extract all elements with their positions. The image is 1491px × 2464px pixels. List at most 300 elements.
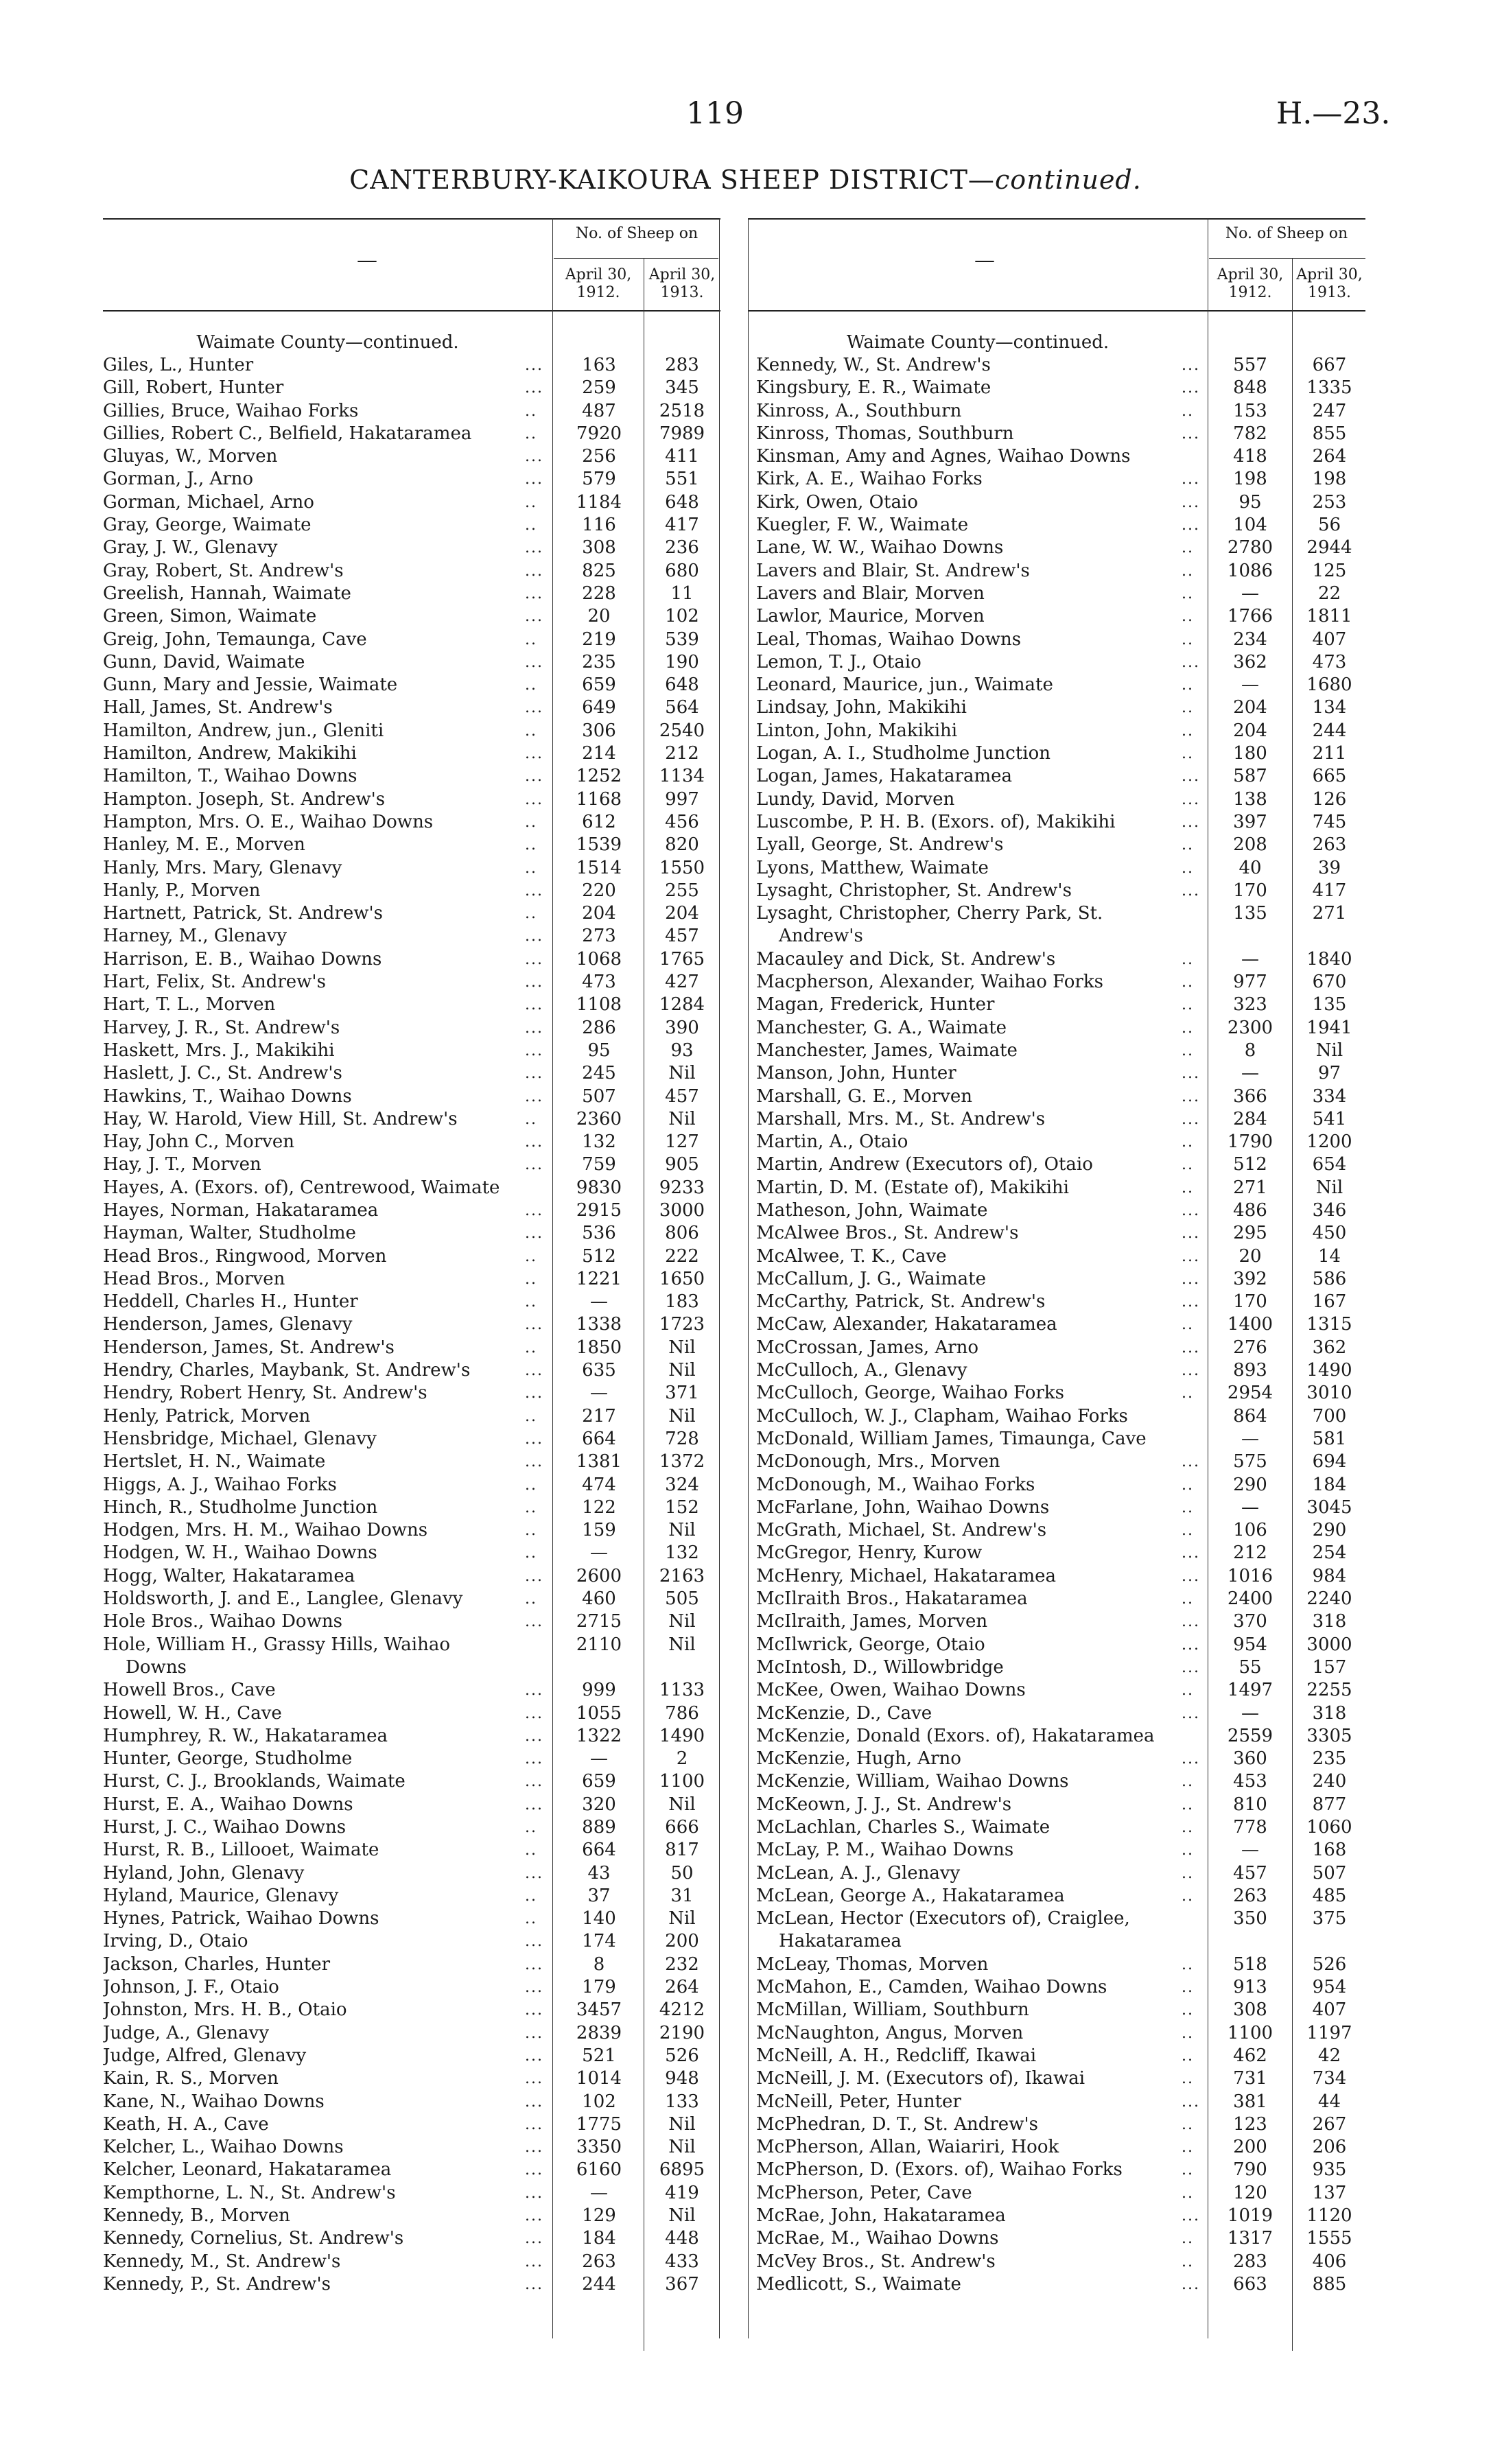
row-name: Higgs, A. J., Waihao Forks — [103, 1474, 337, 1495]
value-1912: 55 — [1238, 1656, 1262, 1678]
row-name: McRae, M., Waihao Downs — [756, 2228, 999, 2249]
table-row — [103, 1451, 720, 1473]
row-leader-dots: .. — [1182, 1842, 1194, 1859]
value-1912: 778 — [1233, 1817, 1267, 1838]
value-1912: 308 — [1233, 1999, 1267, 2021]
value-1913: 232 — [665, 1953, 699, 1975]
row-name: Kane, N., Waihao Downs — [103, 2091, 325, 2112]
value-1913: 473 — [1312, 651, 1347, 672]
row-leader-dots: ... — [525, 1979, 543, 1997]
row-name: Gunn, Mary and Jessie, Waimate — [103, 674, 398, 696]
value-1913: 3000 — [1306, 1634, 1352, 1655]
table-row — [103, 1656, 720, 1679]
value-1912: 521 — [582, 2045, 616, 2066]
value-1913: 137 — [1312, 2182, 1347, 2203]
row-name: Lysaght, Christopher, St. Andrew's — [756, 880, 1072, 901]
value-1912: 1252 — [576, 766, 622, 787]
value-1912: 486 — [1233, 1199, 1267, 1221]
table-row — [103, 1359, 720, 1382]
table-row — [756, 720, 1365, 742]
value-1912: 263 — [582, 2251, 616, 2272]
row-name: McPherson, Peter, Cave — [756, 2182, 972, 2203]
value-1912: 1317 — [1227, 2228, 1273, 2249]
row-name: Matheson, John, Waimate — [756, 1199, 988, 1221]
value-1912: 276 — [1233, 1337, 1267, 1358]
table-row — [756, 1542, 1365, 1564]
value-1913: Nil — [668, 1794, 696, 1815]
row-leader-dots: .. — [1182, 699, 1194, 717]
table-row — [103, 2159, 720, 2181]
col-1913-header: April 30, 1913. — [648, 266, 716, 301]
value-1912: 129 — [582, 2205, 616, 2227]
value-1913: 157 — [1312, 1656, 1347, 1678]
page-title — [0, 165, 1491, 195]
row-leader-dots: ... — [525, 379, 543, 397]
row-leader-dots: ... — [525, 2115, 543, 2133]
value-1913: 235 — [1312, 1748, 1347, 1770]
row-leader-dots: ... — [1182, 425, 1200, 443]
row-name: Gill, Robert, Hunter — [103, 377, 284, 399]
page-reference: H.—23. — [1276, 96, 1391, 131]
value-1913: 419 — [665, 2182, 699, 2203]
value-1912: 204 — [1233, 720, 1267, 741]
value-1912: 153 — [1233, 400, 1267, 421]
row-name: Hawkins, T., Waihao Downs — [103, 1086, 352, 1107]
table-row — [103, 1930, 720, 1953]
table-row — [103, 765, 720, 788]
row-name: Hay, W. Harold, View Hill, St. Andrew's — [103, 1108, 458, 1129]
value-1913: 2944 — [1306, 537, 1352, 559]
table-row — [103, 1748, 720, 1770]
value-1913: 255 — [665, 880, 699, 901]
value-1913: 346 — [1312, 1199, 1347, 1221]
row-leader-dots: .. — [1182, 402, 1194, 420]
row-leader-dots: ... — [525, 1088, 543, 1105]
value-1912: 1100 — [1227, 2022, 1273, 2043]
table-row — [756, 674, 1365, 696]
table-row — [756, 1885, 1365, 1908]
row-name: Gorman, J., Arno — [103, 469, 254, 490]
row-name: Humphrey, R. W., Hakataramea — [103, 1725, 388, 1746]
value-1912: 350 — [1233, 1908, 1267, 1929]
value-1913: 417 — [665, 515, 699, 536]
row-leader-dots: .. — [1182, 1316, 1194, 1334]
table-row — [103, 1268, 720, 1291]
value-1913: 526 — [1312, 1953, 1347, 1975]
row-name: Hendry, Robert Henry, St. Andrew's — [103, 1383, 427, 1404]
row-name: Hole Bros., Waihao Downs — [103, 1611, 342, 1632]
row-leader-dots: ... — [1182, 790, 1200, 808]
row-name: McRae, John, Hakataramea — [756, 2205, 1006, 2227]
row-leader-dots: ... — [1182, 653, 1200, 671]
row-leader-dots: ... — [1182, 471, 1200, 489]
value-1913: Nil — [1315, 1040, 1343, 1061]
value-1912: 259 — [582, 377, 616, 399]
value-1912: 954 — [1233, 1634, 1267, 1655]
table-row — [103, 537, 720, 559]
value-1913: 855 — [1312, 423, 1347, 444]
row-name: Lindsay, John, Makikihi — [756, 697, 967, 718]
value-1913: 1941 — [1306, 1017, 1352, 1038]
table-row — [756, 2182, 1365, 2205]
row-leader-dots: ... — [1182, 1545, 1200, 1562]
row-leader-dots: ... — [1182, 1704, 1200, 1722]
row-name: Lyons, Matthew, Waimate — [756, 857, 989, 878]
value-1913: 806 — [665, 1223, 699, 1244]
table-row — [103, 1382, 720, 1405]
table-row — [103, 1976, 720, 1999]
value-1913: Nil — [668, 2137, 696, 2158]
value-1913: 885 — [1312, 2273, 1347, 2295]
value-1912: 235 — [582, 651, 616, 672]
table-row — [756, 605, 1365, 628]
row-leader-dots: .. — [525, 1407, 537, 1425]
row-leader-dots: .. — [1182, 1042, 1194, 1059]
value-1913: 367 — [665, 2273, 699, 2295]
row-name: Macauley and Dick, St. Andrew's — [756, 948, 1056, 970]
value-1912: 664 — [582, 1428, 616, 1449]
row-leader-dots: ... — [525, 1796, 543, 1814]
row-name: Hayman, Walter, Studholme — [103, 1223, 356, 1244]
value-1913: 39 — [1317, 857, 1341, 878]
row-name: Gillies, Bruce, Waihao Forks — [103, 400, 359, 421]
table-row — [756, 811, 1365, 834]
value-1913: 222 — [665, 1245, 699, 1267]
table-row — [756, 1862, 1365, 1885]
row-name: Kennedy, W., St. Andrew's — [756, 355, 991, 375]
value-1912: 271 — [1233, 1177, 1267, 1198]
value-1913: 1315 — [1306, 1314, 1352, 1335]
row-leader-dots: .. — [1182, 1796, 1194, 1814]
value-1913: Nil — [668, 2113, 696, 2135]
row-name: McFarlane, John, Waihao Downs — [756, 1497, 1050, 1518]
row-name: McNeill, Peter, Hunter — [756, 2091, 961, 2112]
value-1913: 324 — [665, 1474, 699, 1495]
row-leader-dots: .. — [525, 1819, 537, 1836]
row-leader-dots: .. — [1182, 1019, 1194, 1037]
value-1913: 1200 — [1306, 1131, 1352, 1153]
row-name: McKenzie, D., Cave — [756, 1702, 932, 1724]
value-1913: 390 — [665, 1017, 699, 1038]
value-1913: 2190 — [659, 2022, 705, 2043]
row-name: McDonald, William James, Timaunga, Cave — [756, 1428, 1147, 1449]
row-name: Hart, Felix, St. Andrew's — [103, 972, 326, 993]
row-leader-dots: ... — [525, 1430, 543, 1448]
row-leader-dots: .. — [525, 1522, 537, 1540]
value-1912: 234 — [1233, 629, 1267, 650]
value-1913: Nil — [668, 1063, 696, 1084]
table-row — [103, 925, 720, 948]
row-name: Logan, James, Hakataramea — [756, 766, 1013, 787]
row-name: McCallum, J. G., Waimate — [756, 1268, 986, 1289]
row-name: Kempthorne, L. N., St. Andrew's — [103, 2182, 396, 2203]
value-1913: 1490 — [1306, 1360, 1352, 1381]
value-1913: 133 — [665, 2091, 699, 2112]
value-1912: 977 — [1233, 972, 1267, 993]
table-row — [756, 1405, 1365, 1428]
row-name: Hay, J. T., Morven — [103, 1154, 261, 1175]
table-row — [103, 651, 720, 674]
row-leader-dots: ... — [1182, 1065, 1200, 1083]
value-1912: 790 — [1233, 2159, 1267, 2181]
row-leader-dots: ... — [525, 1773, 543, 1791]
row-name: Leonard, Maurice, jun., Waimate — [756, 674, 1053, 696]
table-row — [103, 994, 720, 1016]
value-1912: — — [1241, 1840, 1259, 1861]
value-1913: 817 — [665, 1840, 699, 1861]
table-row — [756, 1519, 1365, 1542]
value-1913: 1490 — [659, 1725, 705, 1746]
value-1912: 1322 — [576, 1725, 622, 1746]
row-name: Hayes, A. (Exors. of), Centrewood, Waimate — [103, 1177, 500, 1198]
value-1912: 3350 — [576, 2137, 622, 2158]
value-1912: 362 — [1233, 651, 1267, 672]
value-1912: 370 — [1233, 1611, 1267, 1632]
value-1912: 170 — [1233, 880, 1267, 901]
row-leader-dots: ... — [1182, 1247, 1200, 1265]
value-1913: 263 — [1312, 834, 1347, 856]
row-name: Manchester, G. A., Waimate — [756, 1017, 1007, 1038]
value-1913: 507 — [1312, 1862, 1347, 1884]
table-row — [756, 994, 1365, 1016]
value-1913: 1335 — [1306, 377, 1352, 399]
table-row — [756, 468, 1365, 491]
table-row — [103, 1040, 720, 1062]
value-1913: 1120 — [1306, 2205, 1352, 2227]
value-1912: 283 — [1233, 2251, 1267, 2272]
row-leader-dots: .. — [1182, 585, 1194, 602]
row-name: Medlicott, S., Waimate — [756, 2273, 961, 2295]
table-row — [756, 742, 1365, 765]
value-1913: 125 — [1312, 560, 1347, 581]
value-1913: 253 — [1312, 491, 1347, 513]
value-1912: 1766 — [1227, 606, 1273, 627]
value-1912: 587 — [1233, 766, 1267, 787]
sheep-count-header: No. of Sheep on — [575, 225, 698, 242]
row-name: McGregor, Henry, Kurow — [756, 1542, 983, 1564]
table-row — [103, 720, 720, 742]
value-1912: 198 — [1233, 469, 1267, 490]
table-row — [756, 1062, 1365, 1085]
row-name: McLean, Hector (Executors of), Craiglee, — [756, 1908, 1130, 1929]
value-1912: 295 — [1233, 1223, 1267, 1244]
col-1913-header: April 30, 1913. — [1296, 266, 1363, 301]
row-name: Logan, A. I., Studholme Junction — [756, 743, 1051, 764]
value-1912: 306 — [582, 720, 616, 741]
row-name: Kingsbury, E. R., Waimate — [756, 377, 991, 399]
row-name: Lundy, David, Morven — [756, 788, 955, 810]
table-row — [756, 1908, 1365, 1930]
value-1913: 44 — [1317, 2091, 1341, 2112]
value-1913: 2240 — [1306, 1588, 1352, 1610]
row-name: Hendry, Charles, Maybank, St. Andrew's — [103, 1360, 471, 1381]
value-1913: 345 — [665, 377, 699, 399]
value-1913: 6895 — [659, 2159, 705, 2181]
table-row — [756, 377, 1365, 399]
value-1912: 536 — [582, 1223, 616, 1244]
value-1913: 997 — [665, 788, 699, 810]
value-1913: Nil — [668, 1360, 696, 1381]
row-leader-dots: .. — [525, 1842, 537, 1859]
row-name: McCrossan, James, Arno — [756, 1337, 979, 1358]
section-heading: Waimate County—continued. — [846, 332, 1110, 353]
row-name: McAlwee, T. K., Cave — [756, 1245, 947, 1267]
table-row — [756, 1382, 1365, 1405]
value-1912: 474 — [582, 1474, 616, 1495]
value-1913: Nil — [668, 1634, 696, 1655]
header-sub-rule — [1209, 258, 1365, 259]
value-1912: 999 — [582, 1680, 616, 1701]
row-leader-dots: ... — [1182, 493, 1200, 511]
value-1913: 665 — [1312, 766, 1347, 787]
table-row — [756, 2227, 1365, 2250]
value-1912: 1168 — [576, 788, 622, 810]
table-row — [103, 1177, 720, 1199]
table-row — [756, 1359, 1365, 1382]
row-name: Kinross, Thomas, Southburn — [756, 423, 1014, 444]
value-1913: 648 — [665, 674, 699, 696]
value-1912: 1497 — [1227, 1680, 1273, 1701]
row-name: McLean, A. J., Glenavy — [756, 1862, 961, 1884]
row-leader-dots: .. — [1182, 2024, 1194, 2042]
table-row — [756, 1153, 1365, 1176]
row-name: Lavers and Blair, Morven — [756, 583, 985, 604]
row-leader-dots: ... — [1182, 1613, 1200, 1631]
value-1912: 135 — [1233, 903, 1267, 924]
row-name: McLeay, Thomas, Morven — [756, 1953, 989, 1975]
table-row — [103, 1953, 720, 1976]
row-leader-dots: ... — [1182, 1270, 1200, 1288]
value-1912: 256 — [582, 446, 616, 467]
table-row — [756, 1725, 1365, 1748]
row-leader-dots: .. — [1182, 608, 1194, 626]
row-name: McCarthy, Patrick, St. Andrew's — [756, 1291, 1046, 1313]
row-leader-dots: ... — [525, 882, 543, 900]
value-1912: 200 — [1233, 2137, 1267, 2158]
value-1912: 8 — [593, 1953, 605, 1975]
value-1913: 152 — [665, 1497, 699, 1518]
table-row — [756, 1474, 1365, 1497]
row-leader-dots: .. — [1182, 1591, 1194, 1608]
value-1912: 323 — [1233, 994, 1267, 1016]
value-1912: 453 — [1233, 1771, 1267, 1792]
value-1912: 2300 — [1227, 1017, 1273, 1038]
row-name: Hanly, Mrs. Mary, Glenavy — [103, 857, 342, 878]
value-1912: 2400 — [1227, 1588, 1273, 1610]
row-name: Lavers and Blair, St. Andrew's — [756, 560, 1030, 581]
table-row — [103, 468, 720, 491]
value-1913: 786 — [665, 1702, 699, 1724]
value-1912: — — [1241, 1428, 1259, 1449]
table-row — [756, 696, 1365, 719]
table-row — [756, 2022, 1365, 2045]
table-row — [756, 880, 1365, 902]
table-row — [756, 1451, 1365, 1473]
value-1912: 214 — [582, 743, 616, 764]
table-row — [103, 583, 720, 605]
row-leader-dots: ... — [525, 974, 543, 992]
value-1912: 889 — [582, 1817, 616, 1838]
row-name: Marshall, Mrs. M., St. Andrew's — [756, 1108, 1046, 1129]
row-name: Harrison, E. B., Waihao Downs — [103, 948, 382, 970]
value-1913: 167 — [1312, 1291, 1347, 1313]
row-leader-dots: ... — [525, 357, 543, 374]
table-row — [756, 2091, 1365, 2113]
value-1912: 219 — [582, 629, 616, 650]
value-1912: 95 — [1238, 491, 1262, 513]
value-1912: 1338 — [576, 1314, 622, 1335]
value-1912: 659 — [582, 674, 616, 696]
row-leader-dots: ... — [525, 928, 543, 946]
table-row — [756, 1222, 1365, 1245]
value-1912: 204 — [582, 903, 616, 924]
table-row — [756, 948, 1365, 971]
table-header-rule — [748, 310, 1365, 312]
row-leader-dots: .. — [1182, 2253, 1194, 2271]
col-1912-header: April 30, 1912. — [565, 266, 632, 301]
value-1913: 1100 — [659, 1771, 705, 1792]
row-name: Hamilton, Andrew, jun., Gleniti — [103, 720, 384, 741]
row-leader-dots: .. — [525, 402, 537, 420]
table-row — [103, 1086, 720, 1108]
value-1912: 381 — [1233, 2091, 1267, 2112]
row-leader-dots: ... — [1182, 1453, 1200, 1471]
value-1913: 700 — [1312, 1405, 1347, 1427]
value-1913: Nil — [668, 1520, 696, 1541]
value-1913: 42 — [1317, 2045, 1341, 2066]
value-1913: 212 — [665, 743, 699, 764]
value-1912: 120 — [1233, 2182, 1267, 2203]
row-name: Kelcher, L., Waihao Downs — [103, 2137, 344, 2158]
table-row — [103, 1610, 720, 1633]
row-name: Macpherson, Alexander, Waihao Forks — [756, 972, 1103, 993]
row-leader-dots: ... — [525, 1933, 543, 1951]
row-name: Hurst, R. B., Lillooet, Waimate — [103, 1840, 379, 1861]
row-leader-dots: ... — [1182, 1110, 1200, 1128]
value-1913: 1840 — [1306, 948, 1352, 970]
value-1913: 407 — [1312, 1999, 1347, 2021]
table-row — [103, 1542, 720, 1564]
value-1913: 200 — [665, 1931, 699, 1952]
value-1913: 406 — [1312, 2251, 1347, 2272]
value-1912: 1850 — [576, 1337, 622, 1358]
value-1913: 564 — [665, 697, 699, 718]
row-name: Gray, J. W., Glenavy — [103, 537, 278, 559]
value-1913: 3045 — [1306, 1497, 1352, 1518]
value-1913: 1765 — [659, 948, 705, 970]
table-top-rule — [748, 218, 1365, 220]
row-name: Head Bros., Morven — [103, 1268, 285, 1289]
row-name: Hayes, Norman, Hakataramea — [103, 1199, 379, 1221]
row-name: Lysaght, Christopher, Cherry Park, St. — [756, 903, 1103, 924]
value-1912: 1086 — [1227, 560, 1273, 581]
row-name: Henly, Patrick, Morven — [103, 1405, 311, 1427]
row-leader-dots: ... — [1182, 517, 1200, 535]
row-leader-dots: ... — [1182, 813, 1200, 831]
value-1912: 2780 — [1227, 537, 1273, 559]
value-1912: 2839 — [576, 2022, 622, 2043]
row-leader-dots: .. — [1182, 2139, 1194, 2157]
table-row — [756, 445, 1365, 468]
value-1912: 320 — [582, 1794, 616, 1815]
row-leader-dots: ... — [1182, 1225, 1200, 1243]
value-1913: 375 — [1312, 1908, 1347, 1929]
row-name: Hogg, Walter, Hakataramea — [103, 1565, 355, 1586]
row-name: McLay, P. M., Waihao Downs — [756, 1840, 1014, 1861]
value-1913: 22 — [1317, 583, 1341, 604]
row-leader-dots: ... — [1182, 882, 1200, 900]
row-name: Downs — [103, 1656, 187, 1678]
